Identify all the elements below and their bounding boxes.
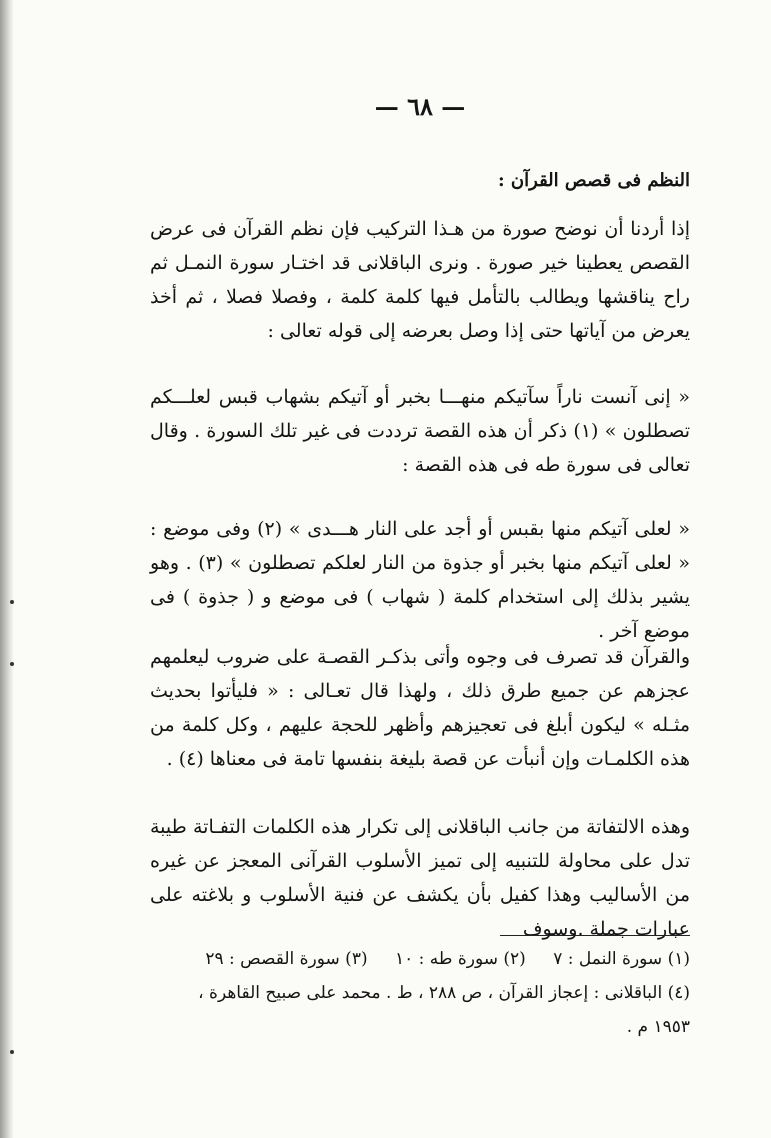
margin-mark [10, 1050, 14, 1054]
footnotes [150, 942, 690, 1044]
paragraph-text: « لعلى آتيكم منها بقبس أو أجد على النار هـــدى » (٢) وفى موضع : « لعلى آتيكم منها بخبر أو جذوة من النار لعلكم تصطلون » (٣) . وهو يشير بذلك إلى استخدام كلمة ( شهاب ) فى موضع و ( جذوة ) فى موضع آخر . [150, 518, 690, 642]
section-heading: النظم فى قصص القرآن : [498, 170, 690, 191]
footnote-line-1 [150, 942, 690, 976]
paragraph-2 [150, 380, 690, 482]
paragraph-text: وهذه الالتفاتة من جانب الباقلانى إلى تكرار هذه الكلمات التفـاتة طيبة تدل على محاولة للتنبيه إلى تميز الأسلوب القرآنى المعجز عن غيره من الأساليب وهذا كفيل بأن يكشف عن فنية الأسلوب و بلاغته على عبارات جملة .وسوف [150, 816, 690, 940]
paragraph-3 [150, 512, 690, 648]
footnote-3: (٣) سورة القصص : ٢٩ [205, 949, 368, 969]
page-number: — ٦٨ — [374, 92, 466, 121]
scan-edge [0, 0, 14, 1138]
paragraph-text: « إنى آنست ناراً سآتيكم منهـــا بخبر أو آتيكم بشهاب قبس لعلـــكم تصطلون » (١) ذكر أن هذه القصة ترددت فى غير تلك السورة . وقال تعالى فى سورة طه فى هذه القصة : [150, 386, 690, 476]
footnote-4: (٤) الباقلانى : إعجاز القرآن ، ص ٢٨٨ ، ط . محمد على صبيح القاهرة ، [198, 983, 690, 1003]
paragraph-5 [150, 810, 690, 946]
footnote-2: (٢) سورة طه : ١٠ [395, 949, 526, 969]
paragraph-1 [150, 212, 690, 348]
footnote-1: (١) سورة النمل : ٧ [553, 949, 690, 969]
margin-mark [10, 662, 14, 666]
paragraph-text: إذا أردنا أن نوضح صورة من هـذا التركيب فإن نظم القرآن فى عرض القصص يعطينا خير صورة . ونرى الباقلانى قد اختـار سورة النمـل ثم راح يناقشها ويطالب بالتأمل فيها كلمة كلمة ، وفصلا فصلا ، ثم أخذ يعرض من آياتها حتى إذا وصل بعرضه إلى قوله تعالى : [150, 218, 690, 342]
footnote-4-continued: ١٩٥٣ م . [626, 1017, 690, 1037]
margin-mark [10, 600, 14, 604]
paragraph-text: والقرآن قد تصرف فى وجوه وأتى بذكـر القصـة على ضروب ليعلمهم عجزهم عن جميع طرق ذلك ، ولهذا قال تعـالى : « فليأتوا بحديث مثـله » ليكون أبلغ فى تعجيزهم وأظهر للحجة عليهم ، وكل كلمة من هذه الكلمـات وإن أنبأت عن قصة بليغة بنفسها تامة فى معناها (٤) . [150, 646, 690, 770]
paragraph-4 [150, 640, 690, 776]
footnote-divider [500, 935, 690, 936]
